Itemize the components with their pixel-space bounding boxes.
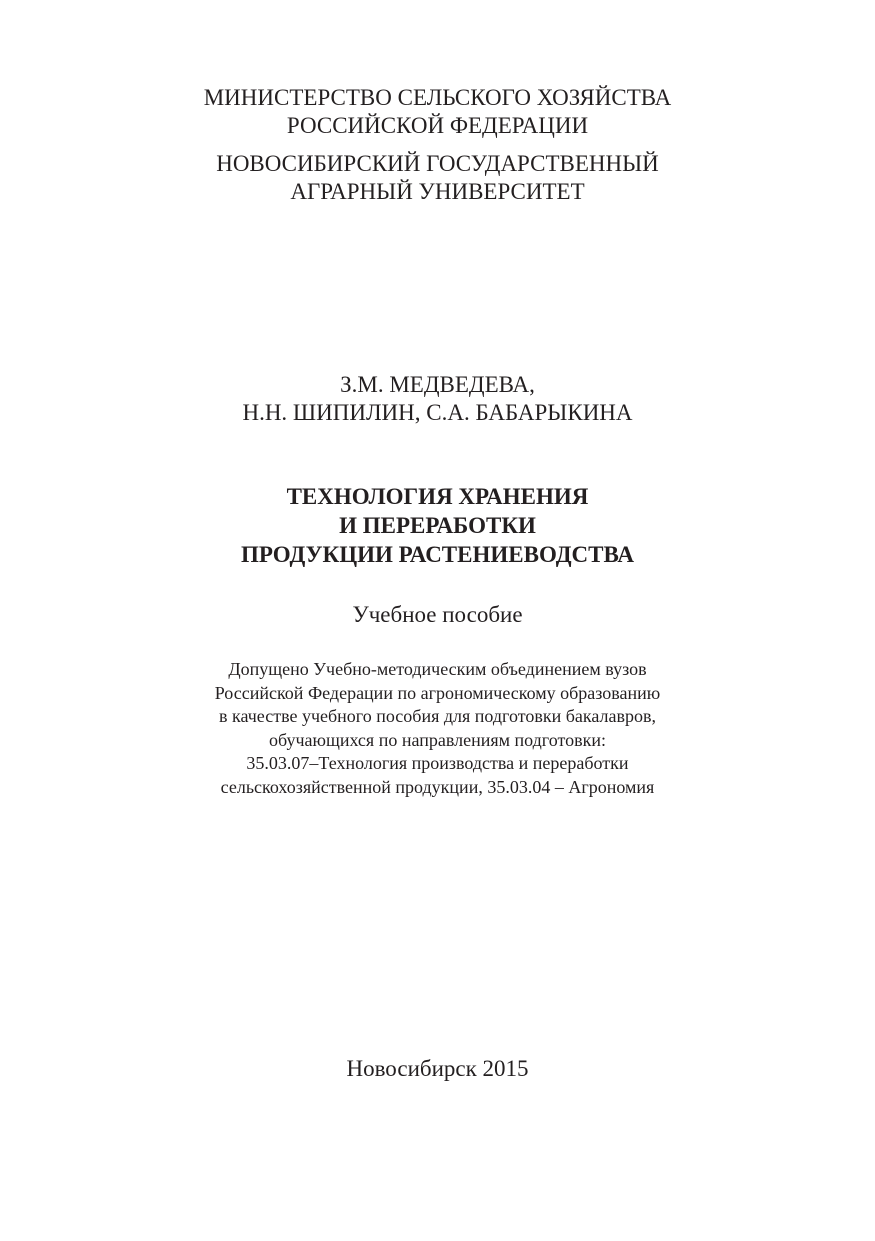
- title-line: ПРОДУКЦИИ РАСТЕНИЕВОДСТВА: [241, 542, 634, 567]
- place-year-text: Новосибирск 2015: [346, 1056, 529, 1081]
- authors: [0, 371, 875, 427]
- ministry-line: РОССИЙСКОЙ ФЕДЕРАЦИИ: [286, 113, 589, 138]
- publication-place-year: [0, 1055, 875, 1083]
- title-line: ТЕХНОЛОГИЯ ХРАНЕНИЯ: [286, 484, 589, 509]
- approval-line: обучающихся по направлениям подготовки:: [269, 729, 606, 750]
- approval-line: сельскохозяйственной продукции, 35.03.04 – Агрономия: [220, 776, 655, 797]
- approval-line: Российской Федерации по агрономическому образованию: [214, 682, 661, 703]
- book-title: [0, 482, 875, 569]
- author-line: Н.Н. ШИПИЛИН, С.А. БАБАРЫКИНА: [242, 400, 633, 425]
- author-line: З.М. МЕДВЕДЕВА,: [340, 372, 535, 397]
- title-line: И ПЕРЕРАБОТКИ: [339, 513, 536, 538]
- university-line: АГРАРНЫЙ УНИВЕРСИТЕТ: [290, 179, 585, 204]
- approval-statement: [0, 658, 875, 800]
- approval-line: 35.03.07–Технология производства и переработки: [246, 753, 629, 774]
- ministry-heading: [0, 84, 875, 140]
- approval-line: в качестве учебного пособия для подготовки бакалавров,: [218, 706, 656, 727]
- university-line: НОВОСИБИРСКИЙ ГОСУДАРСТВЕННЫЙ: [216, 151, 659, 176]
- book-subtitle: [0, 601, 875, 629]
- university-heading: [0, 150, 875, 206]
- subtitle-text: Учебное пособие: [352, 602, 523, 627]
- ministry-line: МИНИСТЕРСТВО СЕЛЬСКОГО ХОЗЯЙСТВА: [203, 85, 672, 110]
- approval-line: Допущено Учебно-методическим объединением вузов: [228, 659, 647, 679]
